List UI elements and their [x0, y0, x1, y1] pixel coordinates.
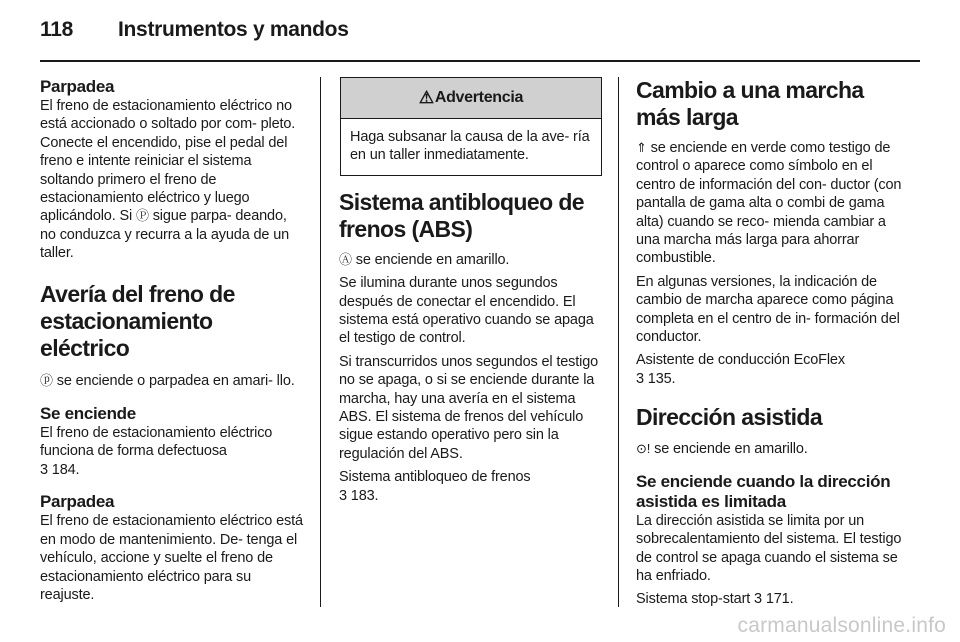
- paragraph-limitada: La dirección asistida se limita por un sobrecalentamiento del sistema. El testigo de control se apaga cuando el sistema se ha enfriado.: [636, 512, 902, 584]
- paragraph-abs-averia: Si transcurridos unos segundos el testigo no se apaga, o si se enciende durante la marcha, hay una avería en el sistema ABS. El sistema de frenos del vehículo sigue estando operativo pero sin la regulación del ABS.: [339, 353, 599, 462]
- paragraph-mantenimiento: El freno de estacionamiento eléctrico está en modo de mantenimiento. De- tenga el vehículo, accione y suelte el freno de estacionamiento eléctrico para su reajuste.: [40, 513, 303, 603]
- warning-header: [341, 78, 601, 119]
- upshift-icon: ⇑: [636, 140, 647, 155]
- section-title: Instrumentos y mandos: [118, 18, 349, 41]
- paragraph-cambio: ⇑ se enciende en verde como testigo de control o aparece como símbolo en el centro de información del con- ductor (con pantalla de gama alta o combi de gama alta) cuando se reco- mienda cambiar a una marcha más larga para ahorrar combustible.: [636, 140, 902, 267]
- heading-limitada: Se enciende cuando la dirección asistida es limitada: [636, 471, 891, 511]
- page-number: 118: [40, 18, 73, 41]
- warning-box: [340, 77, 602, 176]
- page-reference: 3 183.: [339, 487, 379, 504]
- paragraph-averia: ⓟ se enciende o parpadea en amari- llo.: [40, 372, 295, 389]
- paragraph-parking-brake-blink: El freno de estacionamiento eléctrico no está accionado o soltado por com- pleto. Conecte el encendido, pise el pedal del freno e intente reiniciar el sistema soltando primero el freno de estacionamiento eléctrico y luego aplicándolo. Si Ⓟ sigue parpa- deando, no conduzca y recurra a la ayuda de un taller.: [40, 98, 296, 262]
- parking-brake-fault-icon: ⓟ: [40, 372, 53, 388]
- heading-parpadea-2: Parpadea: [40, 492, 115, 512]
- column-divider-1: [320, 77, 321, 607]
- page-reference: 3 171.: [754, 591, 794, 608]
- paragraph-ecoflex: Asistente de conducción EcoFlex 3 135.: [636, 352, 845, 387]
- heading-direccion-asistida: Dirección asistida: [636, 404, 823, 431]
- page-reference: 3 135.: [636, 370, 676, 387]
- watermark: carmanualsonline.info: [737, 614, 946, 637]
- heading-se-enciende: Se enciende: [40, 404, 136, 424]
- column-divider-2: [618, 77, 619, 607]
- heading-cambio-marcha: Cambio a una marcha más larga: [636, 77, 864, 130]
- heading-parpadea: Parpadea: [40, 77, 115, 96]
- paragraph-abs-ilumina: Se ilumina durante unos segundos después de conectar el encendido. El sistema está operativo cuando se apaga el testigo de control.: [339, 275, 594, 347]
- power-steering-icon: ⊙!: [636, 441, 651, 457]
- page-header: [40, 18, 920, 46]
- parking-brake-icon: Ⓟ: [135, 208, 149, 224]
- column-2: [339, 77, 603, 505]
- paragraph-defectuosa: El freno de estacionamiento eléctrico funciona de forma defectuosa 3 184.: [40, 425, 273, 478]
- warning-triangle-icon: ⚠: [418, 88, 434, 107]
- warning-title: Advertencia: [434, 89, 524, 106]
- paragraph-direccion: ⊙! se enciende en amarillo.: [636, 441, 808, 458]
- paragraph-stop-start: Sistema stop-start 3 171.: [636, 591, 794, 608]
- heading-abs: Sistema antibloqueo de frenos (ABS): [339, 188, 584, 242]
- warning-text: Haga subsanar la causa de la ave- ría en un taller inmediatamente.: [350, 129, 590, 164]
- header-rule: [40, 60, 920, 62]
- column-3: [636, 77, 906, 609]
- heading-averia-freno: Avería del freno de estacionamiento eléctrico: [40, 280, 235, 361]
- abs-icon: Ⓐ: [339, 251, 352, 267]
- page-reference: 3 184.: [40, 461, 80, 478]
- paragraph-indicacion: En algunas versiones, la indicación de cambio de marcha aparece como página completa en el centro de in- formación del conductor.: [636, 273, 900, 346]
- column-1: [40, 77, 306, 604]
- paragraph-abs-amarillo: Ⓐ se enciende en amarillo.: [339, 251, 510, 268]
- paragraph-abs-ref: Sistema antibloqueo de frenos 3 183.: [339, 469, 531, 504]
